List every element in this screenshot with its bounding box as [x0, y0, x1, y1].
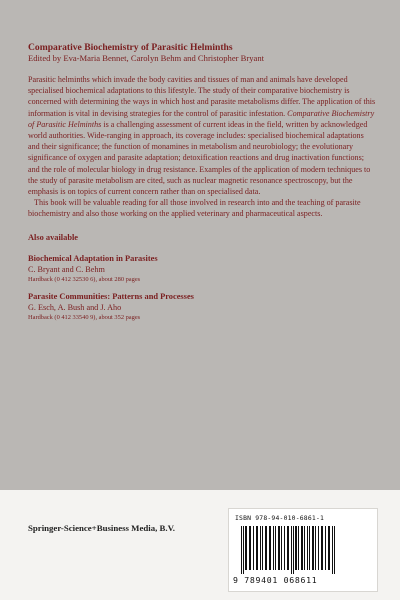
- back-cover-text: [28, 42, 376, 323]
- barcode-bar: [265, 526, 267, 570]
- publisher-name: Springer-Science+Business Media, B.V.: [28, 523, 175, 533]
- barcode-bar: [334, 526, 335, 574]
- barcode-bar: [241, 526, 242, 574]
- barcode-bar: [281, 526, 282, 570]
- barcode-bar: [321, 526, 323, 570]
- description-text-start: Parasitic helminths which invade the body cavities and tissues of man and animals have developed specialised biochemical adaptations to this lifestyle. The study of their comparative biochemistry is concerned with determining the ways in which host and parasite metabolisms differ. The application of this information is vital in devising strategies for the control of parasitic infestation.: [28, 75, 376, 118]
- barcode-bar: [291, 526, 292, 574]
- related-book-authors: G. Esch, A. Bush and J. Aho: [28, 302, 122, 312]
- barcode-bar: [301, 526, 303, 570]
- barcode-bar: [262, 526, 263, 570]
- related-book-details: Hardback (0 412 32530 6), about 280 pages: [28, 275, 141, 283]
- barcode-bar: [295, 526, 297, 570]
- barcode-bar: [243, 526, 244, 574]
- barcode-bar: [269, 526, 271, 570]
- related-book: [28, 291, 376, 323]
- barcode-bar: [325, 526, 326, 570]
- barcode-bar: [315, 526, 316, 570]
- barcode: [239, 526, 367, 574]
- isbn-barcode-box: [228, 508, 378, 592]
- also-available-heading: Also available: [28, 232, 79, 242]
- barcode-bar: [256, 526, 258, 570]
- barcode-bar: [249, 526, 251, 570]
- related-book-title: Biochemical Adaptation in Parasites: [28, 253, 158, 263]
- barcode-number: 9 789401 068611: [233, 575, 318, 585]
- barcode-bar: [287, 526, 289, 570]
- barcode-bar: [309, 526, 310, 570]
- barcode-bar: [332, 526, 333, 574]
- description-italic-title: Comparative Biochemistry of Parasitic Helminths: [28, 108, 375, 129]
- barcode-bar: [312, 526, 314, 570]
- barcode-bar: [328, 526, 330, 570]
- description-text-end: is a challenging assessment of current ideas in the field, written by acknowledged world authorities. Wide-ranging in approach, its coverage includes: specialised biochemical adaptations and their significance; the function of monamines in metabolism and neurobiology; the evolutionary significance of oxygen and parasite adaptation; detoxification reactions and drug inactivation functions; and the role of molecular biology in drug resistance. Examples of the application of modern techniques to the study of parasite metabolism are cited, such as nuclear magnetic resonance spectroscopy, but the emphasis is on topics of current concern rather than on specialised data.: [28, 119, 371, 197]
- barcode-bar: [298, 526, 299, 570]
- barcode-bar: [284, 526, 285, 570]
- barcode-bar: [260, 526, 261, 570]
- barcode-bar: [253, 526, 254, 570]
- barcode-bar: [273, 526, 274, 570]
- description-paragraph-1: [28, 74, 376, 197]
- barcode-bar: [245, 526, 247, 570]
- related-book-details: Hardback (0 412 33540 9), about 352 pages: [28, 313, 141, 321]
- book-editors: Edited by Eva-Maria Bennet, Carolyn Behm and Christopher Bryant: [28, 53, 265, 63]
- book-title: Comparative Biochemistry of Parasitic Helminths: [28, 42, 233, 53]
- barcode-bar: [307, 526, 308, 570]
- barcode-bar: [278, 526, 280, 570]
- related-book-title: Parasite Communities: Patterns and Processes: [28, 291, 194, 301]
- barcode-bar: [275, 526, 276, 570]
- barcode-bar: [304, 526, 305, 570]
- related-book-authors: C. Bryant and C. Behm: [28, 264, 105, 274]
- barcode-bar: [318, 526, 319, 570]
- book-description: [28, 74, 376, 220]
- description-paragraph-2: This book will be valuable reading for all those involved in research into and the teaching of parasite biochemistry and also those working on the applied veterinary and pharmaceutical aspects.: [28, 198, 361, 219]
- related-book: [28, 253, 376, 285]
- barcode-bar: [293, 526, 294, 574]
- isbn-label: ISBN 978-94-010-6861-1: [235, 514, 325, 522]
